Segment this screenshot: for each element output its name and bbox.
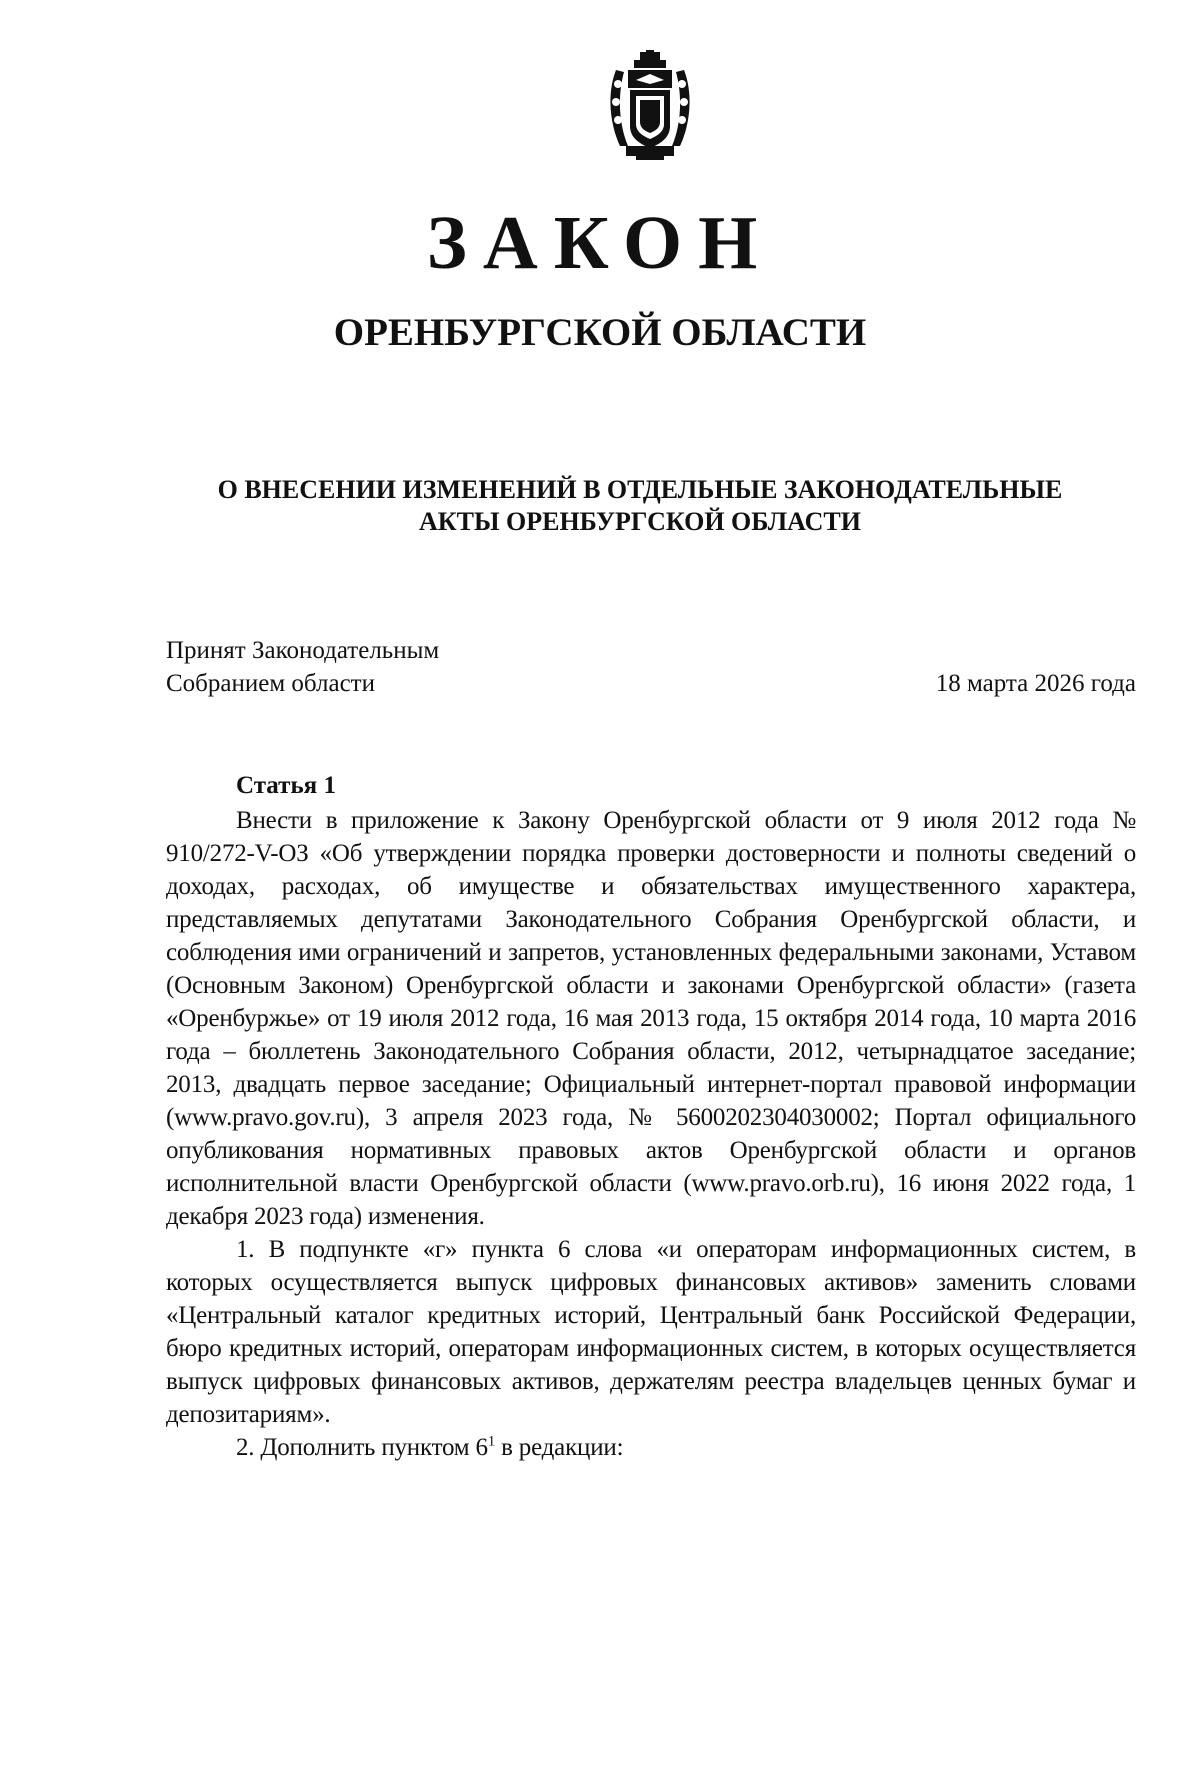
document-subtitle: ОРЕНБУРГСКОЙ ОБЛАСТИ [333, 311, 867, 354]
adoption-line-1: Принят Законодательным [166, 637, 440, 664]
item-2-suffix: в редакции: [495, 1434, 624, 1461]
law-name [150, 474, 1130, 538]
item-2-superscript: 1 [487, 1433, 496, 1450]
article-1 [166, 770, 1136, 1464]
law-name-line-1: О ВНЕСЕНИИ ИЗМЕНЕНИЙ В ОТДЕЛЬНЫЕ ЗАКОНОДАТЕЛЬНЫЕ [217, 475, 1063, 504]
article-item-2 [166, 1431, 1136, 1464]
document-title: ЗАКОН [426, 201, 774, 285]
law-name-line-2: АКТЫ ОРЕНБУРГСКОЙ ОБЛАСТИ [419, 507, 861, 536]
adoption-date: 18 марта 2026 года [935, 670, 1136, 697]
article-heading: Статья 1 [236, 772, 336, 799]
article-intro-paragraph: Внести в приложение к Закону Оренбургской области от 9 июля 2012 года № 910/272-V-ОЗ «Об утверждении порядка проверки достоверности и полноты сведений о доходах, расходах, об имуществе и обязательствах имущественного характера, представляемых депутатами Законодательного Собрания Оренбургской области, и соблюдения ими ограничений и запретов, установленных федеральными законами, Уставом (Основным Законом) Оренбургской области и законами Оренбургской области» (газета «Оренбуржье» от 19 июля 2012 года, 16 мая 2013 года, 15 октября 2014 года, 10 марта 2016 года – бюллетень Законодательного Собрания области, 2012, четырнадцатое заседание; 2013, двадцать первое заседание; Официальный интернет-портал правовой информации (www.pravo.gov.ru), 3 апреля 2023 года, № 5600202304030002; Портал официального опубликования нормативных правовых актов Оренбургской области и органов исполнительной власти Оренбургской области (www.pravo.orb.ru), 16 июня 2022 года, 1 декабря 2023 года) изменения. [166, 807, 1136, 1230]
adoption-block [166, 634, 1136, 700]
adoption-line-2: Собранием области [166, 670, 375, 697]
item-2-prefix: 2. Дополнить пунктом 6 [236, 1434, 488, 1461]
article-item-1: 1. В подпункте «г» пункта 6 слова «и операторам информационных систем, в которых осуществляется выпуск цифровых финансовых активов» заменить словами «Центральный каталог кредитных историй, Центральный банк Российской Федерации, бюро кредитных историй, операторам информационных систем, в которых осуществляется выпуск цифровых финансовых активов, держателям реестра владельцев ценных бумаг и депозитариям». [166, 1236, 1136, 1428]
orenburg-coat-of-arms-icon [606, 50, 694, 160]
